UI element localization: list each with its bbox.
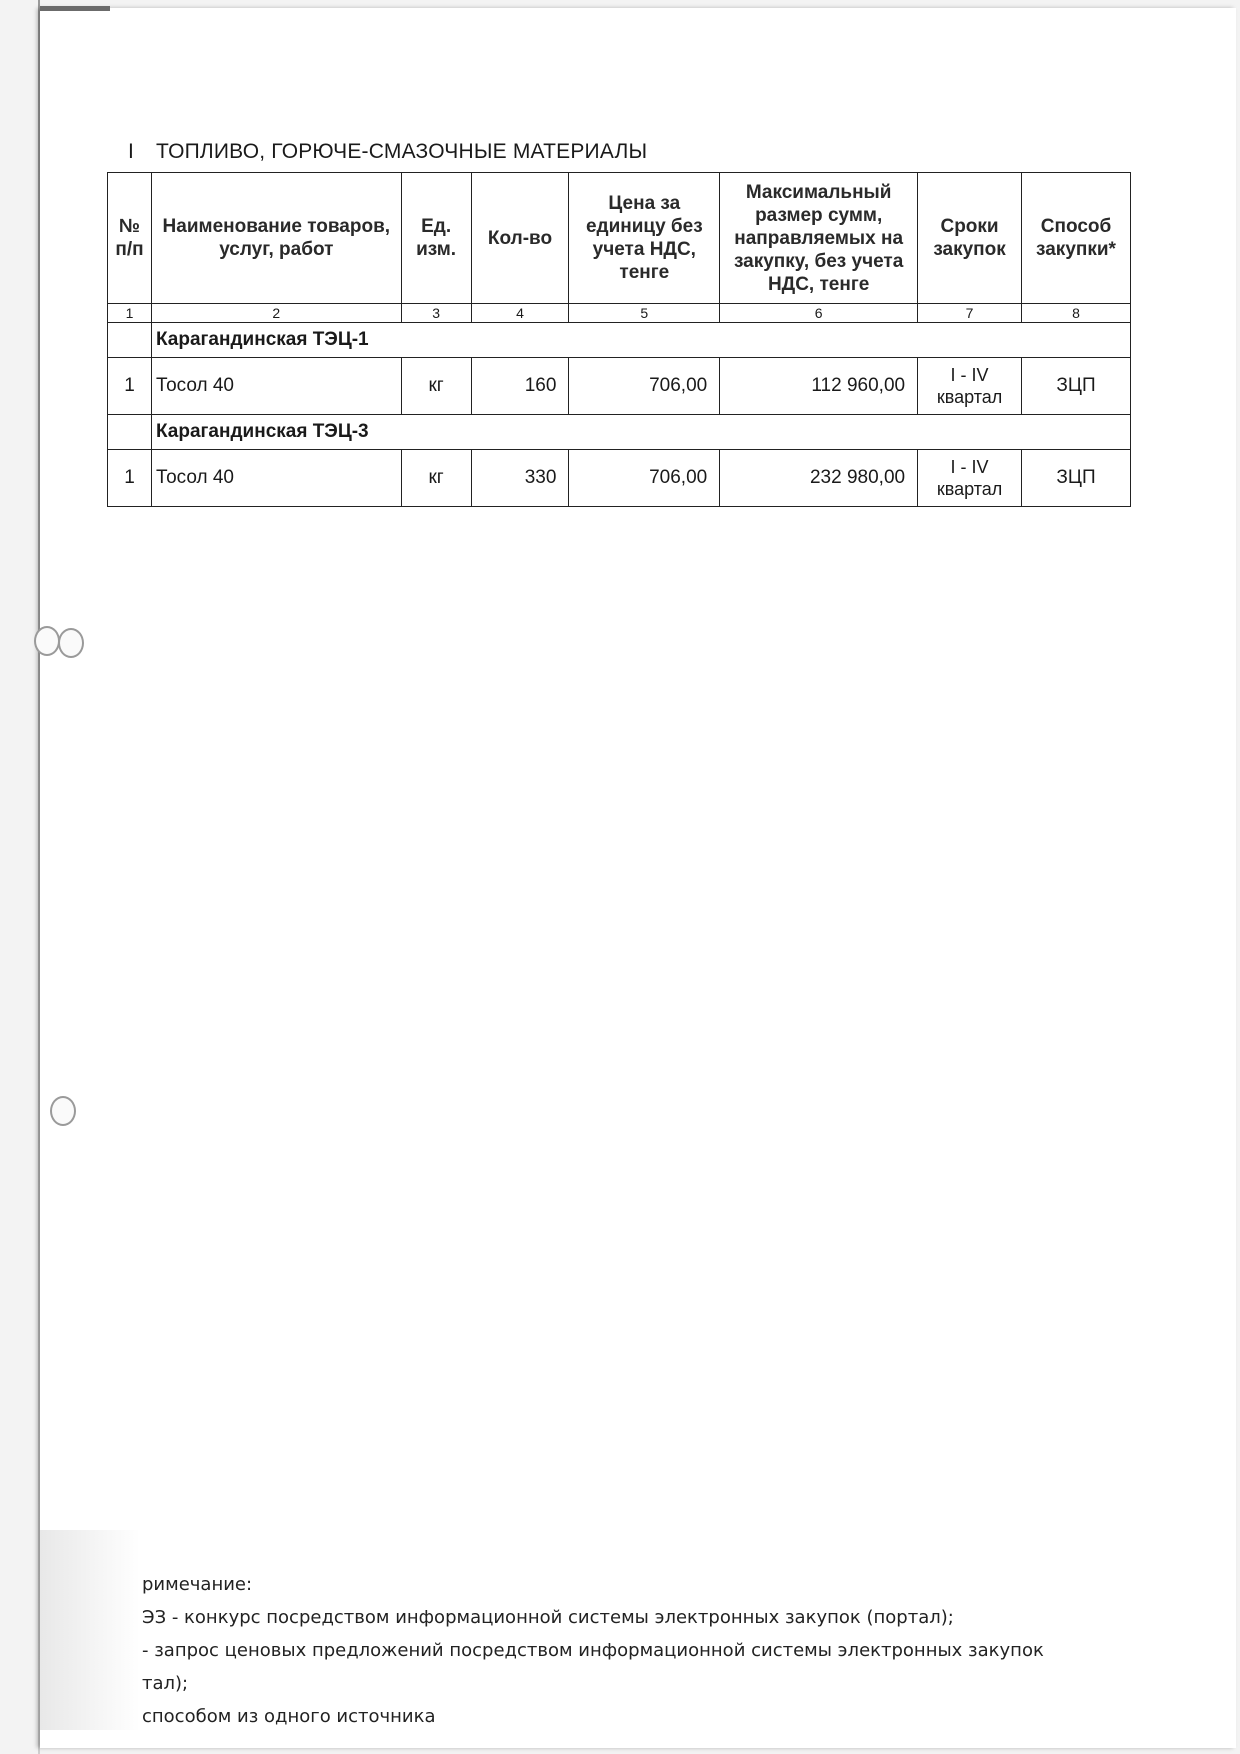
header-period: Сроки закупок — [918, 173, 1022, 304]
footnote-line: ЭЗ - конкурс посредством информационной системы электронных закупок (портал); — [142, 1607, 954, 1628]
footnote-line: способом из одного источника — [142, 1706, 436, 1727]
footnote-heading: римечание: — [142, 1574, 253, 1595]
cell-amount: 112 960,00 — [720, 358, 918, 415]
footnote-line: - запрос ценовых предложений посредством информационной системы электронных закупок — [142, 1640, 1044, 1661]
group-name: Карагандинская ТЭЦ-1 — [151, 323, 1130, 358]
cell-period — [918, 358, 1022, 415]
procurement-table — [107, 172, 1131, 507]
header-method: Способ закупки* — [1022, 173, 1131, 304]
group-empty-cell — [108, 323, 152, 358]
cell-name: Тосол 40 — [151, 358, 401, 415]
cell-period-word: квартал — [936, 479, 1003, 499]
header-num: № п/п — [108, 173, 152, 304]
cell-method: ЗЦП — [1022, 358, 1131, 415]
column-number: 1 — [108, 304, 152, 323]
cell-qty: 330 — [471, 450, 569, 507]
group-row-tec1 — [108, 323, 1131, 358]
column-number-row — [108, 304, 1131, 323]
cell-price: 706,00 — [569, 358, 720, 415]
header-qty: Кол-во — [471, 173, 569, 304]
cell-unit: кг — [401, 450, 471, 507]
section-heading — [128, 140, 647, 164]
footnote-line: тал); — [142, 1673, 189, 1694]
section-title: ТОПЛИВО, ГОРЮЧЕ-СМАЗОЧНЫЕ МАТЕРИАЛЫ — [156, 140, 648, 163]
column-number: 8 — [1022, 304, 1131, 323]
column-number: 5 — [569, 304, 720, 323]
table-header-row — [108, 173, 1131, 304]
punch-hole-upper — [34, 626, 60, 656]
column-number: 2 — [151, 304, 401, 323]
fold-shadow — [40, 1530, 140, 1730]
header-price: Цена за единицу без учета НДС, тенге — [569, 173, 720, 304]
punch-hole-lower — [50, 1096, 76, 1126]
cell-unit: кг — [401, 358, 471, 415]
cell-method: ЗЦП — [1022, 450, 1131, 507]
column-number: 3 — [401, 304, 471, 323]
cell-qty: 160 — [471, 358, 569, 415]
cell-period-word: квартал — [936, 387, 1003, 407]
column-number: 6 — [720, 304, 918, 323]
table-row — [108, 358, 1131, 415]
group-row-tec3 — [108, 415, 1131, 450]
cell-period-quarters: I - IV — [950, 457, 989, 477]
column-number: 4 — [471, 304, 569, 323]
cell-amount: 232 980,00 — [720, 450, 918, 507]
footnote-block — [142, 1568, 1102, 1733]
group-name: Карагандинская ТЭЦ-3 — [151, 415, 1130, 450]
table-row — [108, 450, 1131, 507]
group-empty-cell — [108, 415, 152, 450]
cell-period — [918, 450, 1022, 507]
cell-name: Тосол 40 — [151, 450, 401, 507]
cell-num: 1 — [108, 358, 152, 415]
header-name: Наименование товаров, услуг, работ — [151, 173, 401, 304]
column-number: 7 — [918, 304, 1022, 323]
section-number: I — [128, 140, 135, 163]
cell-num: 1 — [108, 450, 152, 507]
header-amount: Максимальный размер сумм, направляемых на закупку, без учета НДС, тенге — [720, 173, 918, 304]
cell-price: 706,00 — [569, 450, 720, 507]
scan-corner-mark — [40, 6, 110, 11]
punch-hole-upper-2 — [58, 628, 84, 658]
header-unit: Ед. изм. — [401, 173, 471, 304]
cell-period-quarters: I - IV — [950, 365, 989, 385]
